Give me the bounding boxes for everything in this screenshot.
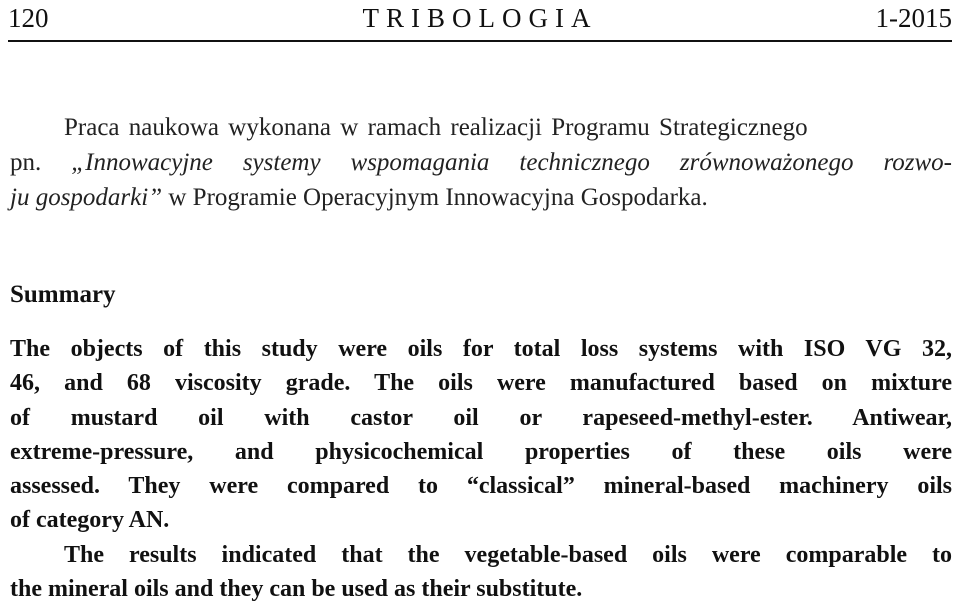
summary-line: 46, and 68 viscosity grade. The oils were manufactured based on mixture [10, 370, 952, 397]
summary-line: of category AN. [10, 507, 170, 534]
summary-line: of mustard oil with castor oil or rapeseed-methyl-ester. Antiwear, [10, 404, 952, 431]
summary-heading: Summary [10, 281, 116, 308]
ack-line-3-rest: w Programie Operacyjnym Innowacyjna Gospodarka. [162, 184, 708, 211]
summary-line: extreme-pressure, and physicochemical properties of these oils were [10, 438, 952, 465]
ack-line-1: Praca naukowa wykonana w ramach realizacji Programu Strategicznego [64, 114, 808, 141]
issue-number: 1-2015 [875, 3, 952, 33]
summary-body [10, 332, 952, 606]
page-number: 120 [8, 3, 49, 33]
ack-line-3 [10, 180, 952, 215]
summary-line: The objects of this study were oils for total loss systems with ISO VG 32, [10, 336, 952, 362]
journal-title: TRIBOLOGIA [362, 3, 598, 33]
summary-line: The results indicated that the vegetable-based oils were comparable to [64, 541, 952, 568]
ack-line-2-prefix: pn. [10, 149, 72, 176]
acknowledgement [10, 110, 952, 215]
ack-line-3-program: ju gospodarki” [10, 184, 163, 211]
ack-line-2-program: „Innowacyjne systemy wspomagania technicznego zrównoważonego rozwo- [71, 149, 952, 176]
ack-line-2 [10, 145, 952, 180]
summary-line: assessed. They were compared to “classical” mineral-based machinery oils [10, 473, 952, 500]
summary-line: the mineral oils and they can be used as their substitute. [10, 576, 583, 603]
page-header [8, 0, 952, 42]
